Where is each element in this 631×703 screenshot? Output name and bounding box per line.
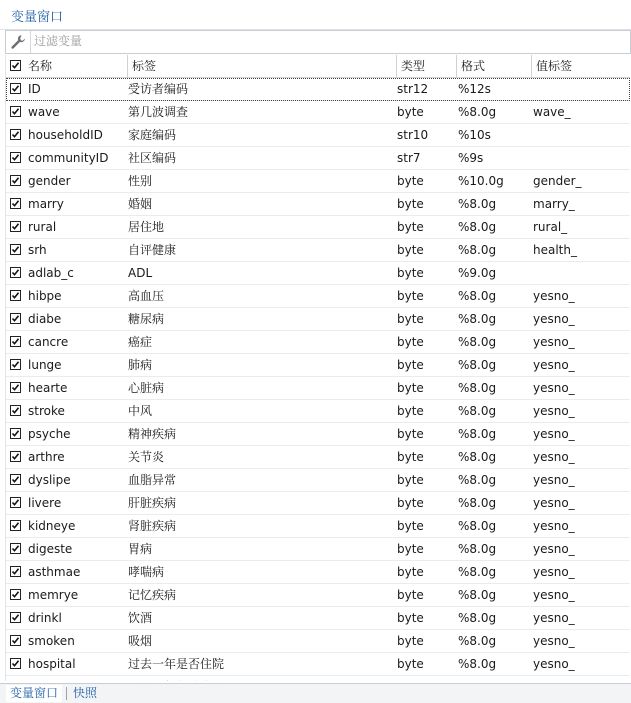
variable-label: 居住地 xyxy=(128,220,165,234)
variable-type: str12 xyxy=(397,82,429,96)
variable-value-label: yesno_ xyxy=(533,542,575,556)
variable-name: marry xyxy=(28,197,64,211)
variable-checkbox[interactable] xyxy=(10,497,21,508)
variable-format: %12s xyxy=(458,82,491,96)
variable-row[interactable] xyxy=(6,538,630,561)
variable-format: %8.0g xyxy=(458,427,497,441)
variable-type: byte xyxy=(397,358,424,372)
variable-checkbox[interactable] xyxy=(10,405,21,416)
variable-row[interactable] xyxy=(6,492,630,515)
variable-checkbox[interactable] xyxy=(10,543,21,554)
variable-value-label: yesno_ xyxy=(533,381,575,395)
variable-value-label xyxy=(533,124,628,146)
variable-row[interactable] xyxy=(6,446,630,469)
variable-checkbox[interactable] xyxy=(10,658,21,669)
variable-format: %8.0g xyxy=(458,519,497,533)
variable-value-label xyxy=(533,262,628,284)
variable-label: 过去一年是否住院 xyxy=(128,657,225,671)
variable-value-label: yesno_ xyxy=(533,335,575,349)
variable-name: cancre xyxy=(28,335,69,349)
grid-header xyxy=(6,55,630,78)
variable-label: 饮酒 xyxy=(128,611,153,625)
variable-label xyxy=(128,676,396,681)
variable-value-label: yesno_ xyxy=(533,611,575,625)
variable-type: byte xyxy=(397,634,424,648)
variable-label: 肺病 xyxy=(128,358,153,372)
variable-name: stroke xyxy=(28,404,65,418)
variable-value-label: yesno_ xyxy=(533,496,575,510)
variable-row[interactable] xyxy=(6,285,630,308)
variable-row[interactable] xyxy=(6,515,630,538)
variable-label: 糖尿病 xyxy=(128,312,165,326)
variable-checkbox[interactable] xyxy=(10,451,21,462)
column-header-label[interactable] xyxy=(128,55,397,77)
variable-checkbox[interactable] xyxy=(10,612,21,623)
variable-label: 中风 xyxy=(128,404,153,418)
variable-type: byte xyxy=(397,381,424,395)
variable-name: memrye xyxy=(28,588,79,602)
variable-format: %8.0g xyxy=(458,105,497,119)
filter-separator xyxy=(30,31,31,53)
tab-separator xyxy=(66,687,67,700)
variable-type: str7 xyxy=(397,151,421,165)
variable-rows xyxy=(6,78,630,681)
variable-name: rural xyxy=(28,220,57,234)
select-all-checkbox[interactable] xyxy=(10,60,21,71)
variable-format: %8.0g xyxy=(458,220,497,234)
variable-row[interactable] xyxy=(6,124,630,147)
column-label-label: 标签 xyxy=(132,59,157,73)
variable-value-label: marry_ xyxy=(533,197,575,211)
variable-name: asthmae xyxy=(28,565,81,579)
variable-row[interactable] xyxy=(6,400,630,423)
variable-format: %8.0g xyxy=(458,588,497,602)
variable-label: 受访者编码 xyxy=(128,82,189,96)
variable-row[interactable] xyxy=(6,584,630,607)
variable-format: %8.0g xyxy=(458,381,497,395)
variable-value-label: yesno_ xyxy=(533,473,575,487)
variable-name: kidneye xyxy=(28,519,76,533)
variable-format: %9.0g xyxy=(458,266,497,280)
variable-name: communityID xyxy=(28,151,109,165)
bottom-tabs xyxy=(0,683,631,703)
variable-format: %8.0g xyxy=(458,197,497,211)
variable-label: 吸烟 xyxy=(128,634,153,648)
variable-label: 自评健康 xyxy=(128,243,177,257)
variable-format: %9s xyxy=(458,151,484,165)
variable-name: smoken xyxy=(28,634,75,648)
tab-snapshots[interactable]: 快照 xyxy=(73,686,98,700)
variable-checkbox[interactable] xyxy=(10,428,21,439)
variable-checkbox[interactable] xyxy=(10,313,21,324)
variable-name: digeste xyxy=(28,542,73,556)
variable-value-label: wave_ xyxy=(533,105,571,119)
variable-format: %8.0g xyxy=(458,404,497,418)
variable-format: %8.0g xyxy=(458,634,497,648)
variable-label: 胃病 xyxy=(128,542,153,556)
variable-format: %8.0g xyxy=(458,473,497,487)
variable-type: byte xyxy=(397,220,424,234)
variable-row[interactable] xyxy=(6,78,630,101)
variable-value-label: yesno_ xyxy=(533,519,575,533)
variable-label: 血脂异常 xyxy=(128,473,177,487)
variable-name: livere xyxy=(28,496,62,510)
column-header-name[interactable] xyxy=(6,55,128,77)
variable-type: byte xyxy=(397,657,424,671)
variable-value-label: yesno_ xyxy=(533,312,575,326)
variable-value-label: health_ xyxy=(533,243,577,257)
variable-type: byte xyxy=(397,450,424,464)
variable-row[interactable] xyxy=(6,331,630,354)
column-type-label: 类型 xyxy=(401,59,426,73)
variable-type: byte xyxy=(397,404,424,418)
variable-type: byte xyxy=(397,565,424,579)
variable-type: byte xyxy=(397,174,424,188)
variable-row[interactable] xyxy=(6,101,630,124)
column-format-label: 格式 xyxy=(461,59,486,73)
variable-format: %8.0g xyxy=(458,358,497,372)
variable-label: 癌症 xyxy=(128,335,153,349)
variable-checkbox[interactable] xyxy=(10,382,21,393)
variable-type: byte xyxy=(397,542,424,556)
variable-type: byte xyxy=(397,289,424,303)
variable-name: adlab_c xyxy=(28,266,74,280)
variable-label: 关节炎 xyxy=(128,450,165,464)
variable-label: 家庭编码 xyxy=(128,128,177,142)
variable-label: 肝脏疾病 xyxy=(128,496,177,510)
variable-label: 哮喘病 xyxy=(128,565,165,579)
variable-format: %8.0g xyxy=(458,565,497,579)
variable-name: drinkl xyxy=(28,611,62,625)
variable-row[interactable] xyxy=(6,216,630,239)
variable-type: byte xyxy=(397,197,424,211)
variable-row[interactable] xyxy=(6,653,630,676)
variable-name xyxy=(28,676,126,681)
variable-checkbox[interactable] xyxy=(10,175,21,186)
filter-bar xyxy=(5,30,631,54)
variable-row[interactable] xyxy=(6,170,630,193)
variable-label: 婚姻 xyxy=(128,197,153,211)
variable-value-label xyxy=(533,147,628,169)
variable-label: 高血压 xyxy=(128,289,165,303)
variable-row[interactable] xyxy=(6,308,630,331)
variable-checkbox[interactable] xyxy=(10,267,21,278)
variable-format: %8.0g xyxy=(458,450,497,464)
variable-type: byte xyxy=(397,243,424,257)
variable-value-label xyxy=(533,78,628,100)
column-header-value-label[interactable] xyxy=(532,55,630,77)
variable-name: srh xyxy=(28,243,47,257)
variable-checkbox[interactable] xyxy=(10,129,21,140)
variable-checkbox[interactable] xyxy=(10,244,21,255)
variable-name: gender xyxy=(28,174,71,188)
variable-row[interactable] xyxy=(6,377,630,400)
variable-format: %8.0g xyxy=(458,335,497,349)
variable-value-label xyxy=(533,676,628,681)
variable-checkbox[interactable] xyxy=(10,635,21,646)
variable-checkbox[interactable] xyxy=(10,589,21,600)
variable-row[interactable] xyxy=(6,147,630,170)
variable-name: arthre xyxy=(28,450,65,464)
variable-value-label: gender_ xyxy=(533,174,582,188)
variables-grid xyxy=(5,55,630,681)
variable-type: byte xyxy=(397,588,424,602)
variable-name: diabe xyxy=(28,312,62,326)
variable-checkbox[interactable] xyxy=(10,336,21,347)
variable-row[interactable] xyxy=(6,262,630,285)
variable-row[interactable] xyxy=(6,354,630,377)
variable-label: 记忆疾病 xyxy=(128,588,177,602)
column-name-label: 名称 xyxy=(28,59,53,73)
variable-name: ID xyxy=(28,82,41,96)
variable-name: hospital xyxy=(28,657,76,671)
variable-format xyxy=(458,676,530,681)
variable-checkbox[interactable] xyxy=(10,290,21,301)
variable-label: 肾脏疾病 xyxy=(128,519,177,533)
variable-value-label: yesno_ xyxy=(533,450,575,464)
variable-row[interactable] xyxy=(6,561,630,584)
variable-value-label: yesno_ xyxy=(533,634,575,648)
variable-type: byte xyxy=(397,611,424,625)
variable-format: %10s xyxy=(458,128,491,142)
variable-format: %10.0g xyxy=(458,174,504,188)
variable-name: hibpe xyxy=(28,289,62,303)
variable-checkbox[interactable] xyxy=(10,520,21,531)
column-value-label-label: 值标签 xyxy=(536,59,573,73)
variable-name: wave xyxy=(28,105,60,119)
variable-format: %8.0g xyxy=(458,611,497,625)
variable-type: byte xyxy=(397,519,424,533)
variable-checkbox[interactable] xyxy=(10,152,21,163)
variable-label: 精神疾病 xyxy=(128,427,177,441)
variable-type: byte xyxy=(397,496,424,510)
variable-checkbox[interactable] xyxy=(10,359,21,370)
column-header-type[interactable] xyxy=(397,55,457,77)
variable-value-label: yesno_ xyxy=(533,657,575,671)
variable-value-label: rural_ xyxy=(533,220,568,234)
variable-format: %8.0g xyxy=(458,542,497,556)
window-title-bar xyxy=(0,0,631,30)
variable-name: lunge xyxy=(28,358,62,372)
variable-label: ADL xyxy=(128,266,153,280)
variable-row[interactable] xyxy=(6,676,630,681)
variable-type: byte xyxy=(397,105,424,119)
variable-checkbox[interactable] xyxy=(10,474,21,485)
variable-type: byte xyxy=(397,312,424,326)
variable-name: psyche xyxy=(28,427,71,441)
variable-row[interactable] xyxy=(6,423,630,446)
variable-checkbox[interactable] xyxy=(10,221,21,232)
variable-value-label: yesno_ xyxy=(533,358,575,372)
variable-type: byte xyxy=(397,335,424,349)
variable-value-label: yesno_ xyxy=(533,289,575,303)
variable-format: %8.0g xyxy=(458,312,497,326)
variable-format: %8.0g xyxy=(458,289,497,303)
variable-type: byte xyxy=(397,473,424,487)
variable-format: %8.0g xyxy=(458,243,497,257)
window-title: 变量窗口 xyxy=(11,10,64,25)
variable-row[interactable] xyxy=(6,239,630,262)
variable-type: byte xyxy=(397,266,424,280)
variable-type xyxy=(397,676,455,681)
variable-checkbox[interactable] xyxy=(10,83,21,94)
variable-value-label: yesno_ xyxy=(533,427,575,441)
variable-label: 社区编码 xyxy=(128,151,177,165)
variable-type: byte xyxy=(397,427,424,441)
tab-variables-window[interactable]: 变量窗口 xyxy=(6,685,62,702)
variable-row[interactable] xyxy=(6,469,630,492)
variable-format: %8.0g xyxy=(458,496,497,510)
variable-value-label: yesno_ xyxy=(533,565,575,579)
variable-label: 心脏病 xyxy=(128,381,165,395)
variable-checkbox[interactable] xyxy=(10,566,21,577)
variable-checkbox[interactable] xyxy=(10,198,21,209)
variable-name: hearte xyxy=(28,381,68,395)
column-header-format[interactable] xyxy=(457,55,532,77)
variable-checkbox[interactable] xyxy=(10,106,21,117)
variable-label: 性别 xyxy=(128,174,153,188)
variable-value-label: yesno_ xyxy=(533,404,575,418)
variable-row[interactable] xyxy=(6,193,630,216)
variable-name: dyslipe xyxy=(28,473,71,487)
variable-name: householdID xyxy=(28,128,103,142)
variable-row[interactable] xyxy=(6,630,630,653)
variable-type: str10 xyxy=(397,128,429,142)
variable-value-label: yesno_ xyxy=(533,588,575,602)
variable-label: 第几波调查 xyxy=(128,105,189,119)
filter-variables-input[interactable] xyxy=(34,33,624,49)
variable-row[interactable] xyxy=(6,607,630,630)
variable-format: %8.0g xyxy=(458,657,497,671)
wrench-icon[interactable] xyxy=(9,33,27,51)
